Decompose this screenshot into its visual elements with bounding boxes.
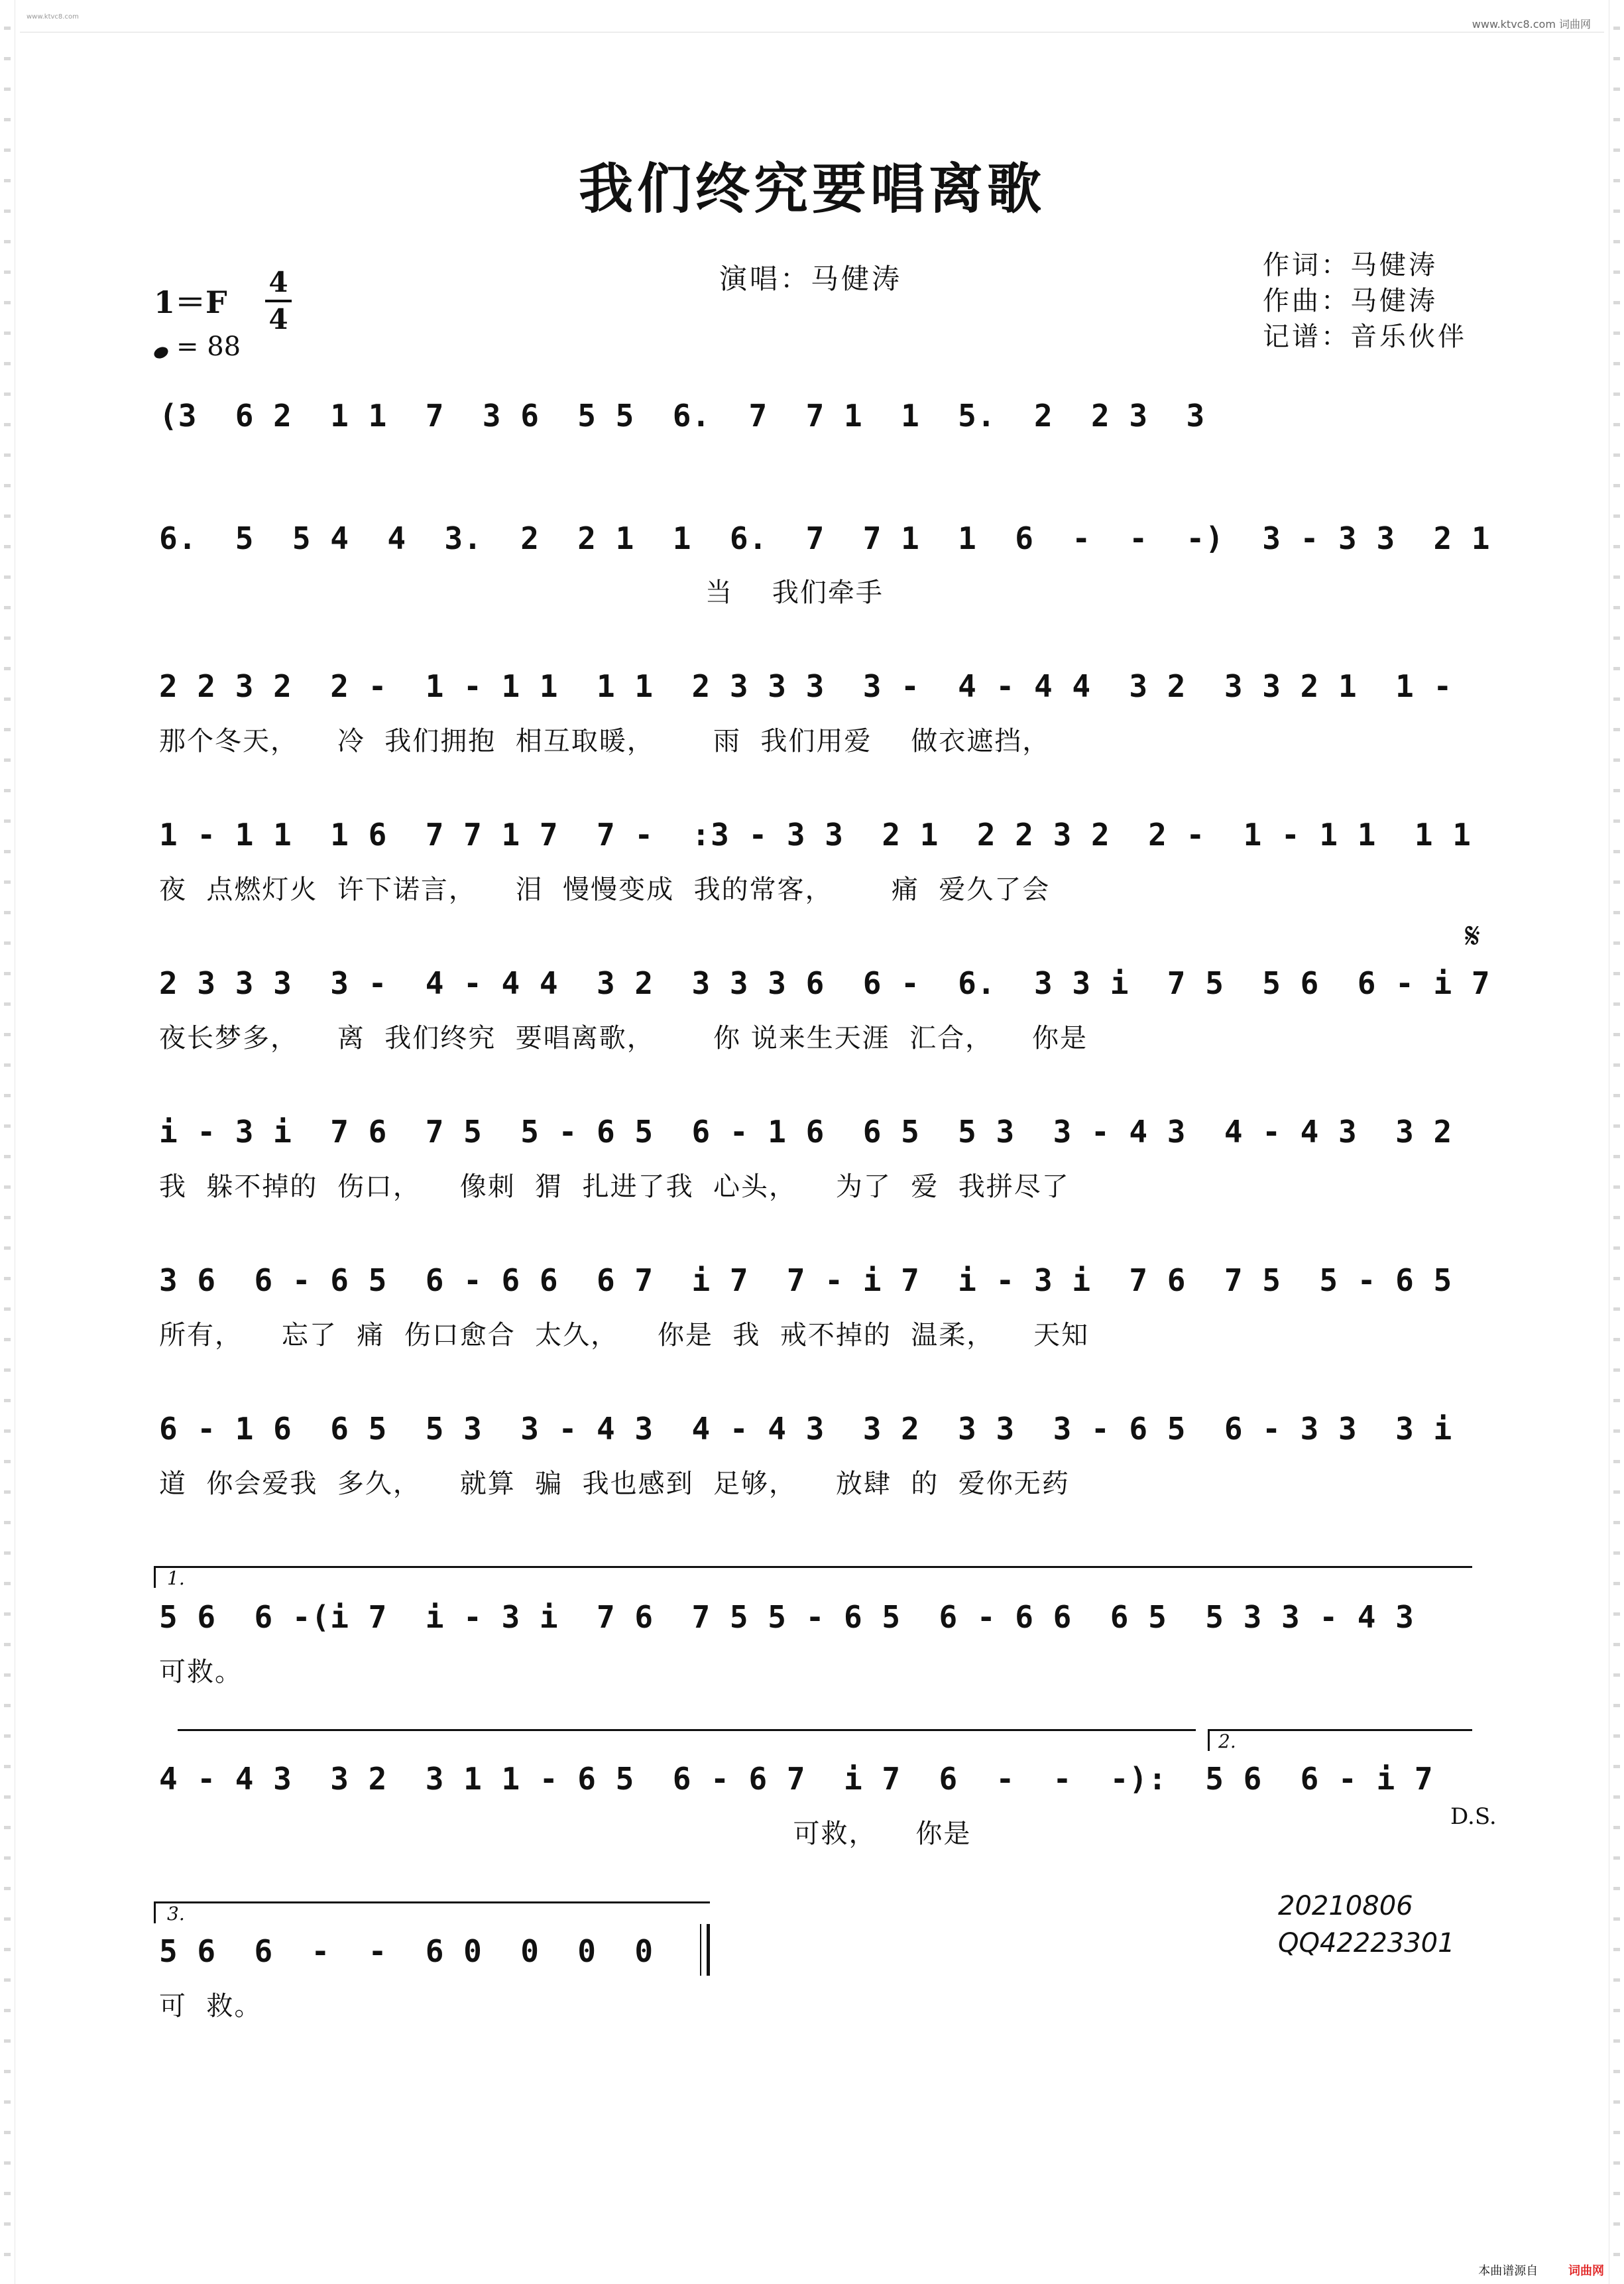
right-border-strip bbox=[1609, 0, 1624, 2284]
score-line-8 bbox=[159, 1411, 1485, 1457]
border-dot bbox=[1613, 758, 1620, 762]
border-dot bbox=[4, 301, 11, 304]
border-dot bbox=[1613, 2070, 1620, 2073]
border-dot bbox=[1613, 606, 1620, 609]
notes: 3 6 6 - 6 5 6 - 6 6 6 7 i 7 7 - i 7 i - 3 i 7 6 7 5 5 - 6 5 bbox=[159, 1262, 1453, 1298]
border-dot bbox=[4, 2161, 11, 2165]
border-dot bbox=[1613, 2131, 1620, 2134]
border-dot bbox=[1613, 1307, 1620, 1311]
border-dot bbox=[4, 606, 11, 609]
border-dot bbox=[1613, 2009, 1620, 2012]
composer-credit: 作曲：马健涛 bbox=[1263, 286, 1438, 316]
border-dot bbox=[4, 941, 11, 945]
score-line-3 bbox=[159, 668, 1485, 715]
border-dot bbox=[4, 1155, 11, 1158]
time-signature bbox=[265, 267, 292, 335]
border-dot bbox=[4, 972, 11, 975]
volta-label-1: 1. bbox=[167, 1567, 185, 1589]
border-dot bbox=[1613, 1002, 1620, 1006]
lyric-line-10: 可救， 你是 bbox=[159, 1819, 972, 1849]
score-line-1 bbox=[159, 398, 1485, 444]
border-dot bbox=[4, 2009, 11, 2012]
border-dot bbox=[1613, 1368, 1620, 1372]
score-line-9 bbox=[159, 1599, 1485, 1646]
border-dot bbox=[1613, 1094, 1620, 1097]
border-dot bbox=[1613, 362, 1620, 365]
border-dot bbox=[1613, 1612, 1620, 1616]
border-dot bbox=[4, 362, 11, 365]
footer bbox=[1478, 2261, 1604, 2279]
border-dot bbox=[1613, 1795, 1620, 1799]
border-dot bbox=[1613, 1246, 1620, 1250]
score-line-4 bbox=[159, 817, 1485, 863]
notes: 5 6 6 - - 6 0 0 0 0 bbox=[159, 1933, 654, 1969]
lyric-line-8: 道 你会爱我 多久， 就算 骗 我也感到 足够， 放肆 的 爱你无药 bbox=[159, 1469, 1070, 1499]
border-dot bbox=[4, 1856, 11, 1860]
lyric-line-3: 那个冬天， 冷 我们拥抱 相互取暖， 雨 我们用爱 做衣遮挡， bbox=[159, 726, 1051, 756]
score-line-7 bbox=[159, 1262, 1485, 1309]
border-dot bbox=[4, 1765, 11, 1768]
border-dot bbox=[4, 1551, 11, 1555]
border-dot bbox=[4, 911, 11, 914]
border-dot bbox=[1613, 1277, 1620, 1280]
border-dot bbox=[1613, 392, 1620, 396]
border-dot bbox=[1613, 1704, 1620, 1707]
border-dot bbox=[1613, 2161, 1620, 2165]
score-line-5 bbox=[159, 965, 1491, 1012]
border-dot bbox=[1613, 880, 1620, 884]
border-dot bbox=[1613, 2039, 1620, 2043]
border-dot bbox=[4, 575, 11, 579]
border-dot bbox=[4, 880, 11, 884]
border-dot bbox=[1613, 575, 1620, 579]
border-dot bbox=[4, 118, 11, 121]
border-dot bbox=[1613, 1734, 1620, 1738]
border-dot bbox=[1613, 1216, 1620, 1219]
score-qq: QQ42223301 bbox=[1278, 1928, 1455, 1958]
border-dot bbox=[1613, 545, 1620, 548]
notes: 6. 5 5 4 4 3. 2 2 1 1 6. 7 7 1 1 6 - - -) 3 - 3 3 2 1 bbox=[159, 520, 1491, 556]
border-dot bbox=[4, 1094, 11, 1097]
segno-icon: 𝄋 bbox=[1465, 915, 1481, 957]
border-dot bbox=[4, 2192, 11, 2195]
border-dot bbox=[4, 1216, 11, 1219]
border-dot bbox=[4, 1917, 11, 1921]
border-dot bbox=[4, 2070, 11, 2073]
song-title: 我们终究要唱离歌 bbox=[578, 158, 1045, 221]
border-dot bbox=[1613, 57, 1620, 60]
score-line-2 bbox=[159, 520, 1491, 567]
border-dot bbox=[4, 1063, 11, 1067]
notes: 5 6 6 -(i 7 i - 3 i 7 6 7 5 5 - 6 5 6 - 6 6 6 5 5 3 3 - 4 3 bbox=[159, 1599, 1415, 1635]
border-dot bbox=[1613, 423, 1620, 426]
tempo-value: = 88 bbox=[176, 331, 241, 362]
lyric-line-11: 可 救。 bbox=[159, 1991, 262, 2021]
border-dot bbox=[4, 392, 11, 396]
border-dot bbox=[4, 667, 11, 670]
border-dot bbox=[4, 270, 11, 274]
border-dot bbox=[1613, 331, 1620, 335]
volta-label-3: 3. bbox=[167, 1903, 185, 1925]
border-dot bbox=[1613, 911, 1620, 914]
border-dot bbox=[1613, 819, 1620, 823]
border-dot bbox=[1613, 88, 1620, 91]
border-dot bbox=[4, 1948, 11, 1951]
header-site-url[interactable]: www.ktvc8.com 词曲网 bbox=[1472, 18, 1591, 30]
border-dot bbox=[1613, 453, 1620, 457]
border-dot bbox=[4, 1338, 11, 1341]
footer-source: 本曲谱源自 bbox=[1478, 2264, 1538, 2278]
border-dot bbox=[1613, 667, 1620, 670]
border-dot bbox=[1613, 118, 1620, 121]
border-dot bbox=[1613, 1490, 1620, 1494]
lyricist-credit: 作词：马健涛 bbox=[1263, 250, 1438, 280]
lyric-line-5: 夜长梦多， 离 我们终究 要唱离歌， 你 说来生天涯 汇合， 你是 bbox=[159, 1023, 1088, 1053]
border-dot bbox=[4, 1002, 11, 1006]
notes: 1 - 1 1 1 6 7 7 1 7 7 - :3 - 3 3 2 1 2 2 3 2 2 - 1 - 1 1 1 1 bbox=[159, 817, 1472, 853]
border-dot bbox=[1613, 972, 1620, 975]
border-dot bbox=[4, 1582, 11, 1585]
lyric-line-6: 我 躲不掉的 伤口， 像刺 猬 扎进了我 心头， 为了 爱 我拼尽了 bbox=[159, 1172, 1070, 1202]
border-dot bbox=[4, 697, 11, 701]
border-dot bbox=[1613, 1155, 1620, 1158]
border-dot bbox=[4, 2131, 11, 2134]
score-date: 20210806 bbox=[1278, 1891, 1413, 1921]
border-dot bbox=[1613, 1399, 1620, 1402]
border-dot bbox=[1613, 1978, 1620, 1982]
repeat-continuation-line bbox=[178, 1729, 1196, 1751]
border-dot bbox=[4, 1460, 11, 1463]
border-dot bbox=[1613, 514, 1620, 518]
border-dot bbox=[4, 850, 11, 853]
border-dot bbox=[4, 2222, 11, 2226]
border-dot bbox=[4, 57, 11, 60]
border-dot bbox=[4, 1887, 11, 1890]
volta-label-2: 2. bbox=[1218, 1730, 1236, 1752]
left-border-strip bbox=[0, 0, 15, 2284]
border-dot bbox=[1613, 1582, 1620, 1585]
border-dot bbox=[4, 1643, 11, 1646]
border-dot bbox=[1613, 1033, 1620, 1036]
border-dot bbox=[1613, 697, 1620, 701]
border-dot bbox=[4, 2100, 11, 2104]
volta-bracket-1 bbox=[154, 1566, 1472, 1588]
border-dot bbox=[4, 545, 11, 548]
border-dot bbox=[1613, 1551, 1620, 1555]
notes: (3 6 2 1 1 7 3 6 5 5 6. 7 7 1 1 5. 2 2 3 3 bbox=[159, 398, 1206, 434]
border-dot bbox=[1613, 27, 1620, 30]
border-dot bbox=[4, 27, 11, 30]
key-signature: 1＝F bbox=[154, 284, 227, 320]
border-dot bbox=[1613, 301, 1620, 304]
border-dot bbox=[1613, 789, 1620, 792]
border-dot bbox=[4, 1368, 11, 1372]
border-dot bbox=[1613, 1917, 1620, 1921]
score-line-10 bbox=[159, 1761, 1485, 1807]
border-dot bbox=[1613, 1643, 1620, 1646]
final-barline-thin bbox=[700, 1924, 701, 1976]
border-dot bbox=[1613, 1063, 1620, 1067]
border-dot bbox=[4, 1795, 11, 1799]
border-dot bbox=[4, 484, 11, 487]
border-dot bbox=[4, 1673, 11, 1677]
border-dot bbox=[4, 1307, 11, 1311]
border-dot bbox=[4, 1490, 11, 1494]
border-dot bbox=[4, 2039, 11, 2043]
border-dot bbox=[1613, 1948, 1620, 1951]
border-dot bbox=[1613, 1338, 1620, 1341]
notes: 2 3 3 3 3 - 4 - 4 4 3 2 3 3 3 6 6 - 6. 3 3 i 7 5 5 6 6 - i 7 bbox=[159, 965, 1491, 1001]
border-dot bbox=[1613, 728, 1620, 731]
border-dot bbox=[1613, 1765, 1620, 1768]
final-barline-thick bbox=[707, 1924, 710, 1976]
border-dot bbox=[1613, 1429, 1620, 1433]
border-dot bbox=[1613, 484, 1620, 487]
border-dot bbox=[4, 88, 11, 91]
border-dot bbox=[4, 728, 11, 731]
meter-bottom: 4 bbox=[268, 303, 288, 335]
border-dot bbox=[1613, 240, 1620, 243]
border-dot bbox=[1613, 850, 1620, 853]
border-dot bbox=[1613, 2192, 1620, 2195]
meter-top: 4 bbox=[268, 266, 288, 298]
border-dot bbox=[4, 453, 11, 457]
border-dot bbox=[4, 240, 11, 243]
border-dot bbox=[4, 1734, 11, 1738]
lyric-line-4: 夜 点燃灯火 许下诺言， 泪 慢慢变成 我的常客， 痛 爱久了会 bbox=[159, 874, 1051, 905]
lyric-line-7: 所有， 忘了 痛 伤口愈合 太久， 你是 我 戒不掉的 温柔， 天知 bbox=[159, 1320, 1090, 1351]
singer-credit: 演唱：马健涛 bbox=[719, 263, 903, 295]
border-dot bbox=[4, 1399, 11, 1402]
border-dot bbox=[4, 1124, 11, 1128]
notes: i - 3 i 7 6 7 5 5 - 6 5 6 - 1 6 6 5 5 3 3 - 4 3 4 - 4 3 3 2 bbox=[159, 1114, 1453, 1150]
border-dot bbox=[1613, 1185, 1620, 1189]
score-line-6 bbox=[159, 1114, 1485, 1160]
border-dot bbox=[4, 2253, 11, 2256]
border-dot bbox=[1613, 1124, 1620, 1128]
border-dot bbox=[1613, 1673, 1620, 1677]
border-dot bbox=[4, 1277, 11, 1280]
border-dot bbox=[4, 423, 11, 426]
lyric-line-9: 可救。 bbox=[159, 1657, 243, 1687]
border-dot bbox=[1613, 941, 1620, 945]
volta-bracket-3 bbox=[154, 1901, 710, 1923]
border-dot bbox=[4, 1246, 11, 1250]
border-dot bbox=[4, 1185, 11, 1189]
border-dot bbox=[4, 789, 11, 792]
border-dot bbox=[1613, 636, 1620, 640]
border-dot bbox=[4, 514, 11, 518]
border-dot bbox=[1613, 1521, 1620, 1524]
transcriber-credit: 记谱：音乐伙伴 bbox=[1263, 322, 1467, 352]
border-dot bbox=[4, 1521, 11, 1524]
border-dot bbox=[4, 636, 11, 640]
border-dot bbox=[4, 1826, 11, 1829]
notes: 2 2 3 2 2 - 1 - 1 1 1 1 2 3 3 3 3 - 4 - 4 4 3 2 3 3 2 1 1 - bbox=[159, 668, 1453, 704]
border-dot bbox=[1613, 1856, 1620, 1860]
tempo-marking bbox=[154, 331, 241, 362]
footer-brand-link[interactable]: 词曲网 bbox=[1568, 2264, 1604, 2278]
border-dot bbox=[1613, 270, 1620, 274]
border-dot bbox=[1613, 2253, 1620, 2256]
quarter-note-icon bbox=[152, 345, 170, 361]
lyric-line-2: 当 我们牵手 bbox=[159, 577, 884, 608]
border-dot bbox=[4, 1033, 11, 1036]
border-dot bbox=[4, 1978, 11, 1982]
border-dot bbox=[4, 1704, 11, 1707]
border-dot bbox=[1613, 1887, 1620, 1890]
border-dot bbox=[4, 1429, 11, 1433]
notes: 4 - 4 3 3 2 3 1 1 - 6 5 6 - 6 7 i 7 6 - - -): 5 6 6 - i 7 bbox=[159, 1761, 1434, 1797]
header-tiny-text: www.ktvc8.com bbox=[27, 13, 79, 21]
border-dot bbox=[1613, 2100, 1620, 2104]
border-dot bbox=[1613, 1460, 1620, 1463]
border-dot bbox=[1613, 1826, 1620, 1829]
meter-divider bbox=[265, 300, 292, 302]
border-dot bbox=[4, 331, 11, 335]
border-dot bbox=[4, 1612, 11, 1616]
border-dot bbox=[4, 819, 11, 823]
volta-bracket-2 bbox=[1208, 1729, 1472, 1751]
notes: 6 - 1 6 6 5 5 3 3 - 4 3 4 - 4 3 3 2 3 3 3 - 6 5 6 - 3 3 3 i bbox=[159, 1411, 1453, 1447]
border-dot bbox=[4, 758, 11, 762]
ds-marking: D.S. bbox=[1450, 1803, 1497, 1830]
border-dot bbox=[1613, 2222, 1620, 2226]
